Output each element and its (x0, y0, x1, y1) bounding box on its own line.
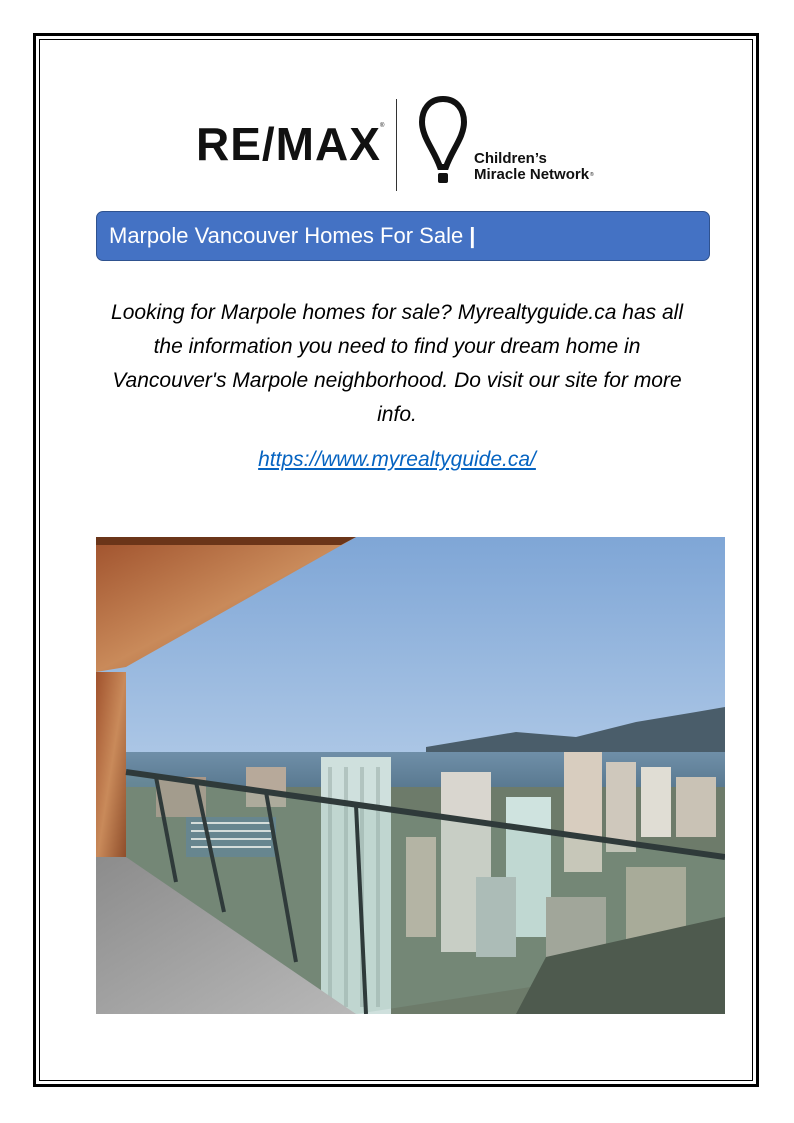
title-label: Marpole Vancouver Homes For Sale (109, 223, 464, 248)
page-title (109, 223, 475, 249)
logo-divider (396, 99, 397, 191)
title-banner (96, 211, 710, 261)
website-link[interactable]: https://www.myrealtyguide.ca/ (258, 448, 536, 471)
cmn-line-2: Miracle Network (474, 166, 590, 183)
logo-row (196, 95, 606, 195)
description-paragraph: Looking for Marpole homes for sale? Myrealtyguide.ca has all the information you need to find your dream home in Vancouver's Marpole neighborhood. Do visit our site for more info. (111, 301, 683, 426)
remax-registered-mark: ® (380, 123, 385, 129)
balcony-city-view-photo (96, 537, 725, 1014)
balloon-icon (418, 95, 468, 191)
remax-logo: RE/MAX (196, 118, 381, 170)
title-separator: | (469, 223, 476, 248)
cmn-line-1: Children’s (474, 150, 547, 167)
cmn-registered-mark: ® (590, 172, 594, 178)
cmn-logo-text (474, 151, 589, 183)
